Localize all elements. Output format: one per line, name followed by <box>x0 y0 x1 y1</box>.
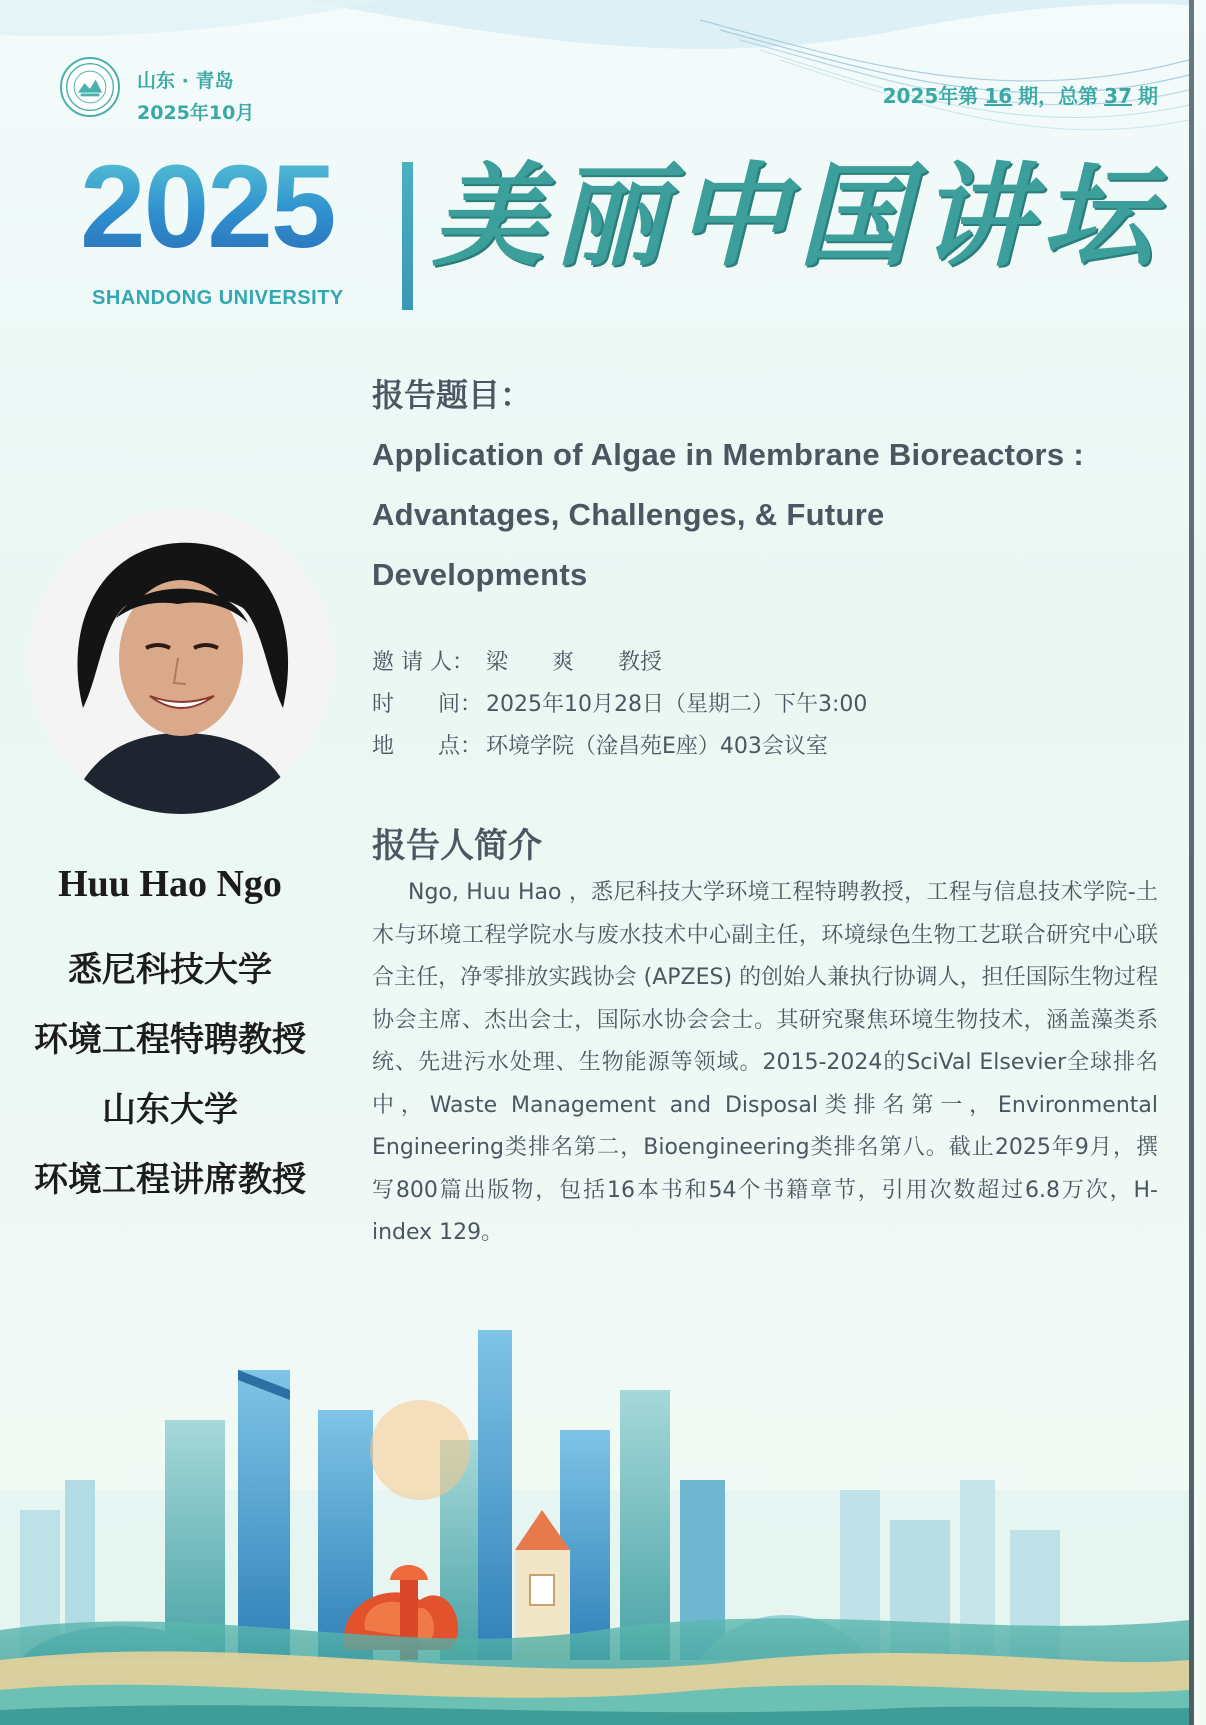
meta-key: 时 间： <box>372 692 483 717</box>
issue-total: 37 <box>1104 84 1132 108</box>
forum-title: 美丽中国讲坛 <box>432 151 1164 282</box>
talk-title-line: Developments <box>372 557 588 592</box>
banner-year: 2025 <box>80 141 335 273</box>
speaker-affiliation: 悉尼科技大学 <box>68 950 272 990</box>
talk-title-line: Advantages, Challenges, & Future <box>372 497 885 532</box>
issue-prefix: 2025年第 <box>882 84 979 108</box>
bio-heading: 报告人简介 <box>372 826 542 866</box>
speaker-portrait <box>28 508 334 814</box>
university-name-en: SHANDONG UNIVERSITY <box>92 287 344 309</box>
bio-text: Ngo, Huu Hao ，悉尼科技大学环境工程特聘教授，工程与信息技术学院-土木与环境工程学院水与废水技术中心副主任，环境绿色生物工艺联合研究中心联合主任，净零排放实践协会 (APZES) 的创始人兼执行协调人，担任国际生物过程协会主席、杰出会士，国际水协会会士。其研究聚焦环境生物技术，涵盖藻类系统、先进污水处理、生物能源等领域。2015-2024的SciVal Elsevier全球排名中，Waste Management and Disposal类排名第一，Environmental Engineering类排名第二，Bioengineering类排名第八。截止2025年9月，撰写800篇出版物，包括16本书和54个书籍章节，引用次数超过6.8万次，H-index 129。 <box>372 880 1158 1245</box>
meta-key: 地 点： <box>372 734 483 759</box>
issue-suffix: 期 <box>1138 84 1158 108</box>
speaker-affiliation: 环境工程讲席教授 <box>34 1160 306 1200</box>
talk-title <box>372 425 1162 605</box>
city-skyline-illustration <box>0 1330 1189 1725</box>
location-label: 山东 · 青岛 <box>137 70 234 92</box>
meta-value: 梁 爽 教授 <box>486 650 663 675</box>
right-border-rule <box>1189 0 1194 1725</box>
issue-date: 2025年10月 <box>137 102 255 124</box>
meta-row-venue <box>372 726 1162 768</box>
meta-value: 2025年10月28日（星期二）下午3:00 <box>486 692 868 717</box>
issue-no: 16 <box>984 84 1013 108</box>
meta-key: 邀 请 人： <box>372 650 474 675</box>
meta-row-time <box>372 684 1162 726</box>
issue-number <box>883 80 1158 109</box>
speaker-affiliation: 环境工程特聘教授 <box>34 1020 306 1060</box>
banner-divider <box>402 162 413 310</box>
topic-heading: 报告题目： <box>372 376 533 414</box>
meta-value: 环境学院（淦昌苑E座）403会议室 <box>486 734 828 759</box>
issue-mid: 期，总第 <box>1018 84 1099 108</box>
speaker-name: Huu Hao Ngo <box>58 863 282 905</box>
meta-row-host <box>372 642 1162 684</box>
speaker-affiliation: 山东大学 <box>102 1090 238 1130</box>
talk-title-line: Application of Algae in Membrane Bioreactors : <box>372 437 1084 472</box>
university-seal-icon <box>60 57 120 117</box>
talk-meta <box>372 642 1162 768</box>
